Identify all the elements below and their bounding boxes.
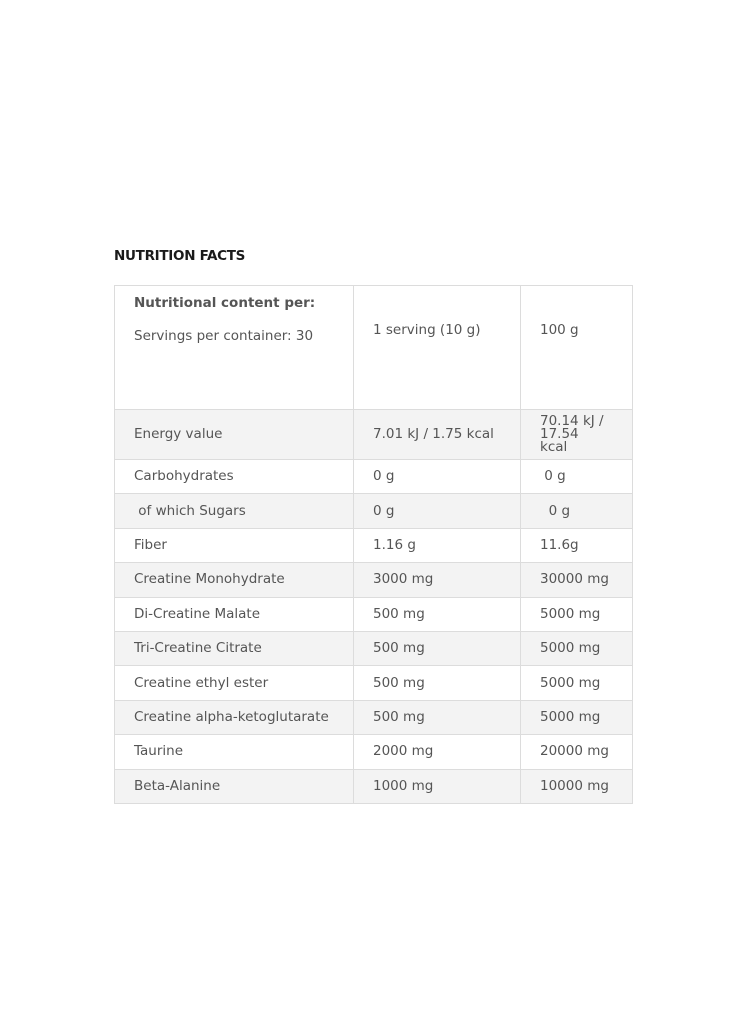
nutrient-serving-value: 0 g <box>354 460 521 494</box>
header-label-cell <box>115 286 354 410</box>
table-row <box>115 597 633 631</box>
nutrient-100g-value: 0 g <box>521 460 633 494</box>
nutrient-name: Tri-Creatine Citrate <box>115 631 354 665</box>
nutrient-100g-value: 5000 mg <box>521 666 633 700</box>
nutrient-serving-value: 500 mg <box>354 631 521 665</box>
table-row <box>115 460 633 494</box>
table-row <box>115 563 633 597</box>
table-row <box>115 666 633 700</box>
nutrient-name: Energy value <box>115 410 354 460</box>
nutrient-100g-value: 5000 mg <box>521 597 633 631</box>
nutrition-facts-title: NUTRITION FACTS <box>114 248 246 264</box>
nutrient-serving-value: 1.16 g <box>354 528 521 562</box>
nutritional-content-label: Nutritional content per: <box>134 295 316 311</box>
table-row <box>115 735 633 769</box>
nutrient-name: Carbohydrates <box>115 460 354 494</box>
header-serving-column: 1 serving (10 g) <box>354 286 521 410</box>
nutrient-serving-value: 3000 mg <box>354 563 521 597</box>
nutrient-serving-value: 7.01 kJ / 1.75 kcal <box>354 410 521 460</box>
table-row <box>115 700 633 734</box>
nutrient-serving-value: 500 mg <box>354 700 521 734</box>
nutrient-100g-value <box>521 410 633 460</box>
table-header-row <box>115 286 633 410</box>
nutrient-serving-value: 1000 mg <box>354 769 521 803</box>
table-row <box>115 769 633 803</box>
energy-100g-text: 70.14 kJ / 17.54 kcal <box>540 413 604 455</box>
nutrient-name: Beta-Alanine <box>115 769 354 803</box>
nutrient-serving-value: 500 mg <box>354 666 521 700</box>
nutrient-100g-value: 30000 mg <box>521 563 633 597</box>
table-row <box>115 410 633 460</box>
nutrient-name: Taurine <box>115 735 354 769</box>
servings-per-container: Servings per container: 30 <box>134 328 314 344</box>
nutrition-table <box>114 285 633 804</box>
table-row <box>115 494 633 528</box>
nutrient-name: Creatine ethyl ester <box>115 666 354 700</box>
nutrient-100g-value: 0 g <box>521 494 633 528</box>
nutrient-name: Fiber <box>115 528 354 562</box>
nutrient-100g-value: 11.6g <box>521 528 633 562</box>
nutrient-name: of which Sugars <box>115 494 354 528</box>
nutrient-name: Creatine alpha-ketoglutarate <box>115 700 354 734</box>
nutrient-100g-value: 5000 mg <box>521 631 633 665</box>
nutrient-name: Creatine Monohydrate <box>115 563 354 597</box>
table-row <box>115 528 633 562</box>
nutrient-name: Di-Creatine Malate <box>115 597 354 631</box>
nutrient-100g-value: 10000 mg <box>521 769 633 803</box>
nutrient-100g-value: 20000 mg <box>521 735 633 769</box>
nutrient-serving-value: 0 g <box>354 494 521 528</box>
nutrient-100g-value: 5000 mg <box>521 700 633 734</box>
header-100g-column: 100 g <box>521 286 633 410</box>
nutrient-serving-value: 2000 mg <box>354 735 521 769</box>
nutrient-serving-value: 500 mg <box>354 597 521 631</box>
table-row <box>115 631 633 665</box>
